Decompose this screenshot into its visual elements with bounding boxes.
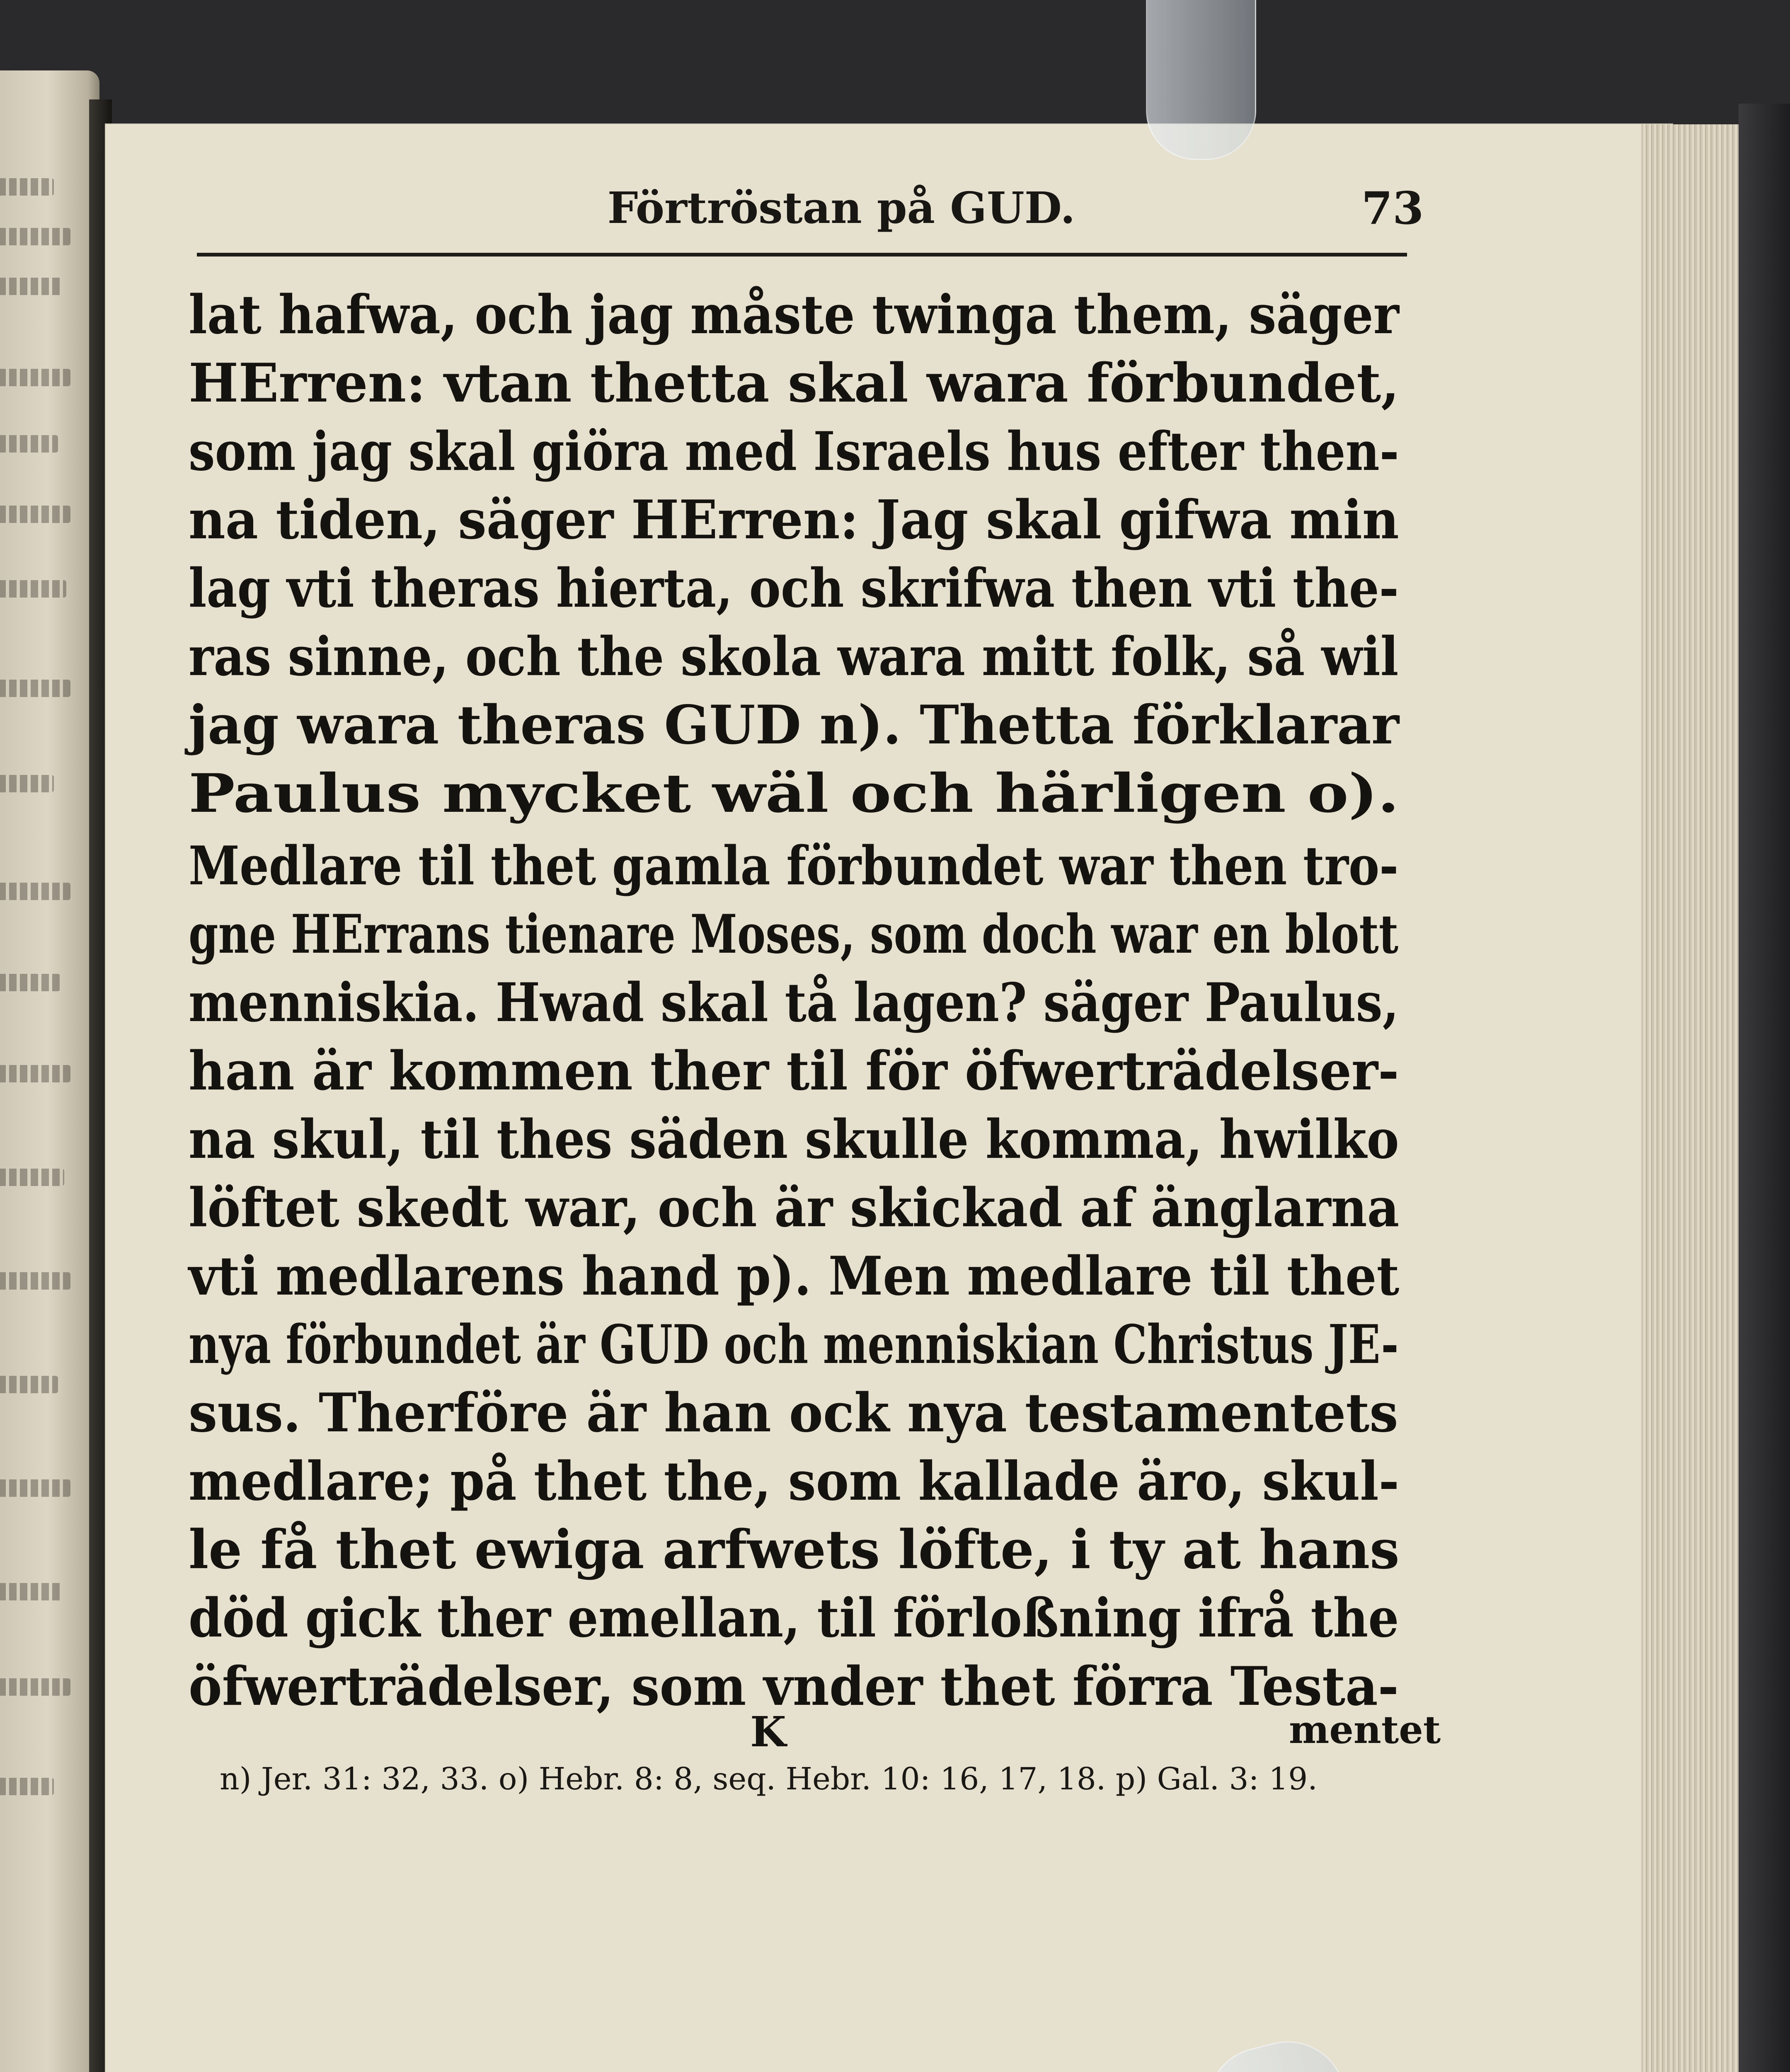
body-line: jag wara theras GUD n). Thetta förklarar [189, 694, 1399, 756]
header-rule [197, 253, 1407, 257]
facing-text-line [0, 278, 62, 295]
page-clamp-top [1146, 0, 1256, 160]
facing-text-line [0, 1272, 70, 1290]
body-line: Paulus mycket wäl och härligen o). [189, 762, 1399, 825]
facing-text-line [0, 369, 70, 386]
body-line: som jag skal giöra med Israels hus efter then- [189, 421, 1399, 483]
facing-text-line [0, 1376, 58, 1393]
body-line: sus. Therföre är han ock nya testamentets [189, 1382, 1398, 1444]
body-line: na skul, til thes säden skulle komma, hwilko [189, 1109, 1399, 1171]
facing-text-line [0, 506, 70, 523]
body-line: vti medlarens hand p). Men medlare til thet [189, 1245, 1400, 1307]
body-line: ras sinne, och the skola wara mitt folk, så wil [189, 626, 1399, 688]
running-head: Förtröstan på GUD. [607, 182, 1075, 233]
body-line: na tiden, säger HErren: Jag skal gifwa min [189, 489, 1399, 551]
signature-mark: K [750, 1707, 786, 1756]
facing-page-left [0, 70, 99, 2072]
book-cover-edge [1739, 104, 1790, 2072]
facing-text-line [0, 1065, 70, 1082]
body-line: löftet skedt war, och är skickad af änglarna [189, 1177, 1400, 1239]
body-line: lat hafwa, och jag måste twinga them, säger [189, 284, 1399, 346]
body-line: le få thet ewiga arfwets löfte, i ty at hans [189, 1519, 1400, 1581]
facing-text-line [0, 1583, 62, 1600]
body-line: han är kommen ther til för öfwerträdelser- [189, 1040, 1399, 1102]
facing-text-line [0, 680, 70, 697]
facing-text-line [0, 1678, 70, 1696]
facing-text-line [0, 435, 58, 453]
footnotes: n) Jer. 31: 32, 33. o) Hebr. 8: 8, seq. Hebr. 10: 16, 17, 18. p) Gal. 3: 19. [220, 1761, 1318, 1797]
body-line: öfwerträdelser, som vnder thet förra Testa- [189, 1656, 1399, 1718]
page-number: 73 [1361, 182, 1424, 235]
facing-text-line [0, 580, 66, 598]
facing-text-line [0, 883, 70, 900]
body-line: menniskia. Hwad skal tå lagen? säger Paulus, [189, 972, 1399, 1034]
page-edges [1641, 124, 1741, 2072]
body-line: medlare; på thet the, som kallade äro, skul- [189, 1450, 1400, 1513]
facing-text-line [0, 1778, 54, 1795]
facing-text-line [0, 178, 54, 196]
catchword: mentet [1289, 1707, 1441, 1752]
facing-text-line [0, 228, 70, 245]
facing-text-line [0, 775, 54, 792]
body-line: gne HErrans tienare Moses, som doch war en blott [189, 903, 1398, 966]
facing-text-line [0, 974, 60, 991]
facing-text-line [0, 1169, 64, 1186]
facing-text-line [0, 1479, 70, 1497]
body-line: HErren: vtan thetta skal wara förbundet, [189, 352, 1400, 414]
body-line: lag vti theras hierta, och skrifwa then vti the- [189, 557, 1399, 620]
body-line: nya förbundet är GUD och menniskian Christus JE- [189, 1314, 1399, 1376]
body-line: död gick ther emellan, til förloßning ifrå the [189, 1587, 1399, 1649]
body-line: Medlare til thet gamla förbundet war then tro- [189, 835, 1399, 897]
